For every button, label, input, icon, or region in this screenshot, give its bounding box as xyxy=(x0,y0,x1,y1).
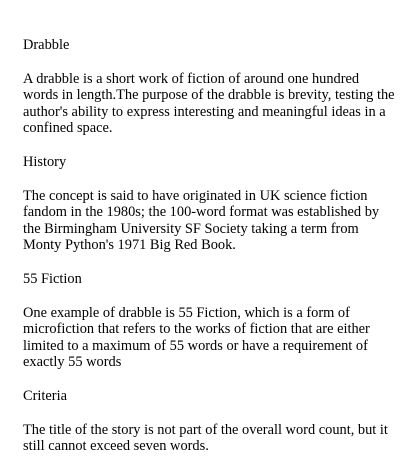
section-paragraph: The concept is said to have originated in UK science fiction fandom in the 1980s; the 100-word format was established by the Birmingham University SF Society taking a term from Monty Python's 1971 Big Red Book. xyxy=(23,187,380,254)
section-heading: Drabble xyxy=(23,37,70,53)
section-55-fiction xyxy=(23,271,395,371)
section-criteria xyxy=(23,388,395,455)
section-paragraph: One example of drabble is 55 Fiction, which is a form of microfiction that refers to the works of fiction that are either limited to a maximum of 55 words or have a requirement of exactly 55 words xyxy=(23,304,370,371)
section-history xyxy=(23,154,395,254)
section-paragraph: A drabble is a short work of fiction of around one hundred words in length.The purpose of the drabble is brevity, testing the author's ability to express interesting and meaningful ideas in a confined space. xyxy=(23,70,395,137)
document-body xyxy=(23,37,395,472)
section-heading: History xyxy=(23,153,67,170)
section-heading: Criteria xyxy=(23,387,67,404)
section-drabble xyxy=(23,37,395,137)
section-paragraph: The title of the story is not part of the overall word count, but it still cannot exceed seven words. xyxy=(23,421,388,455)
section-heading: 55 Fiction xyxy=(23,270,82,287)
